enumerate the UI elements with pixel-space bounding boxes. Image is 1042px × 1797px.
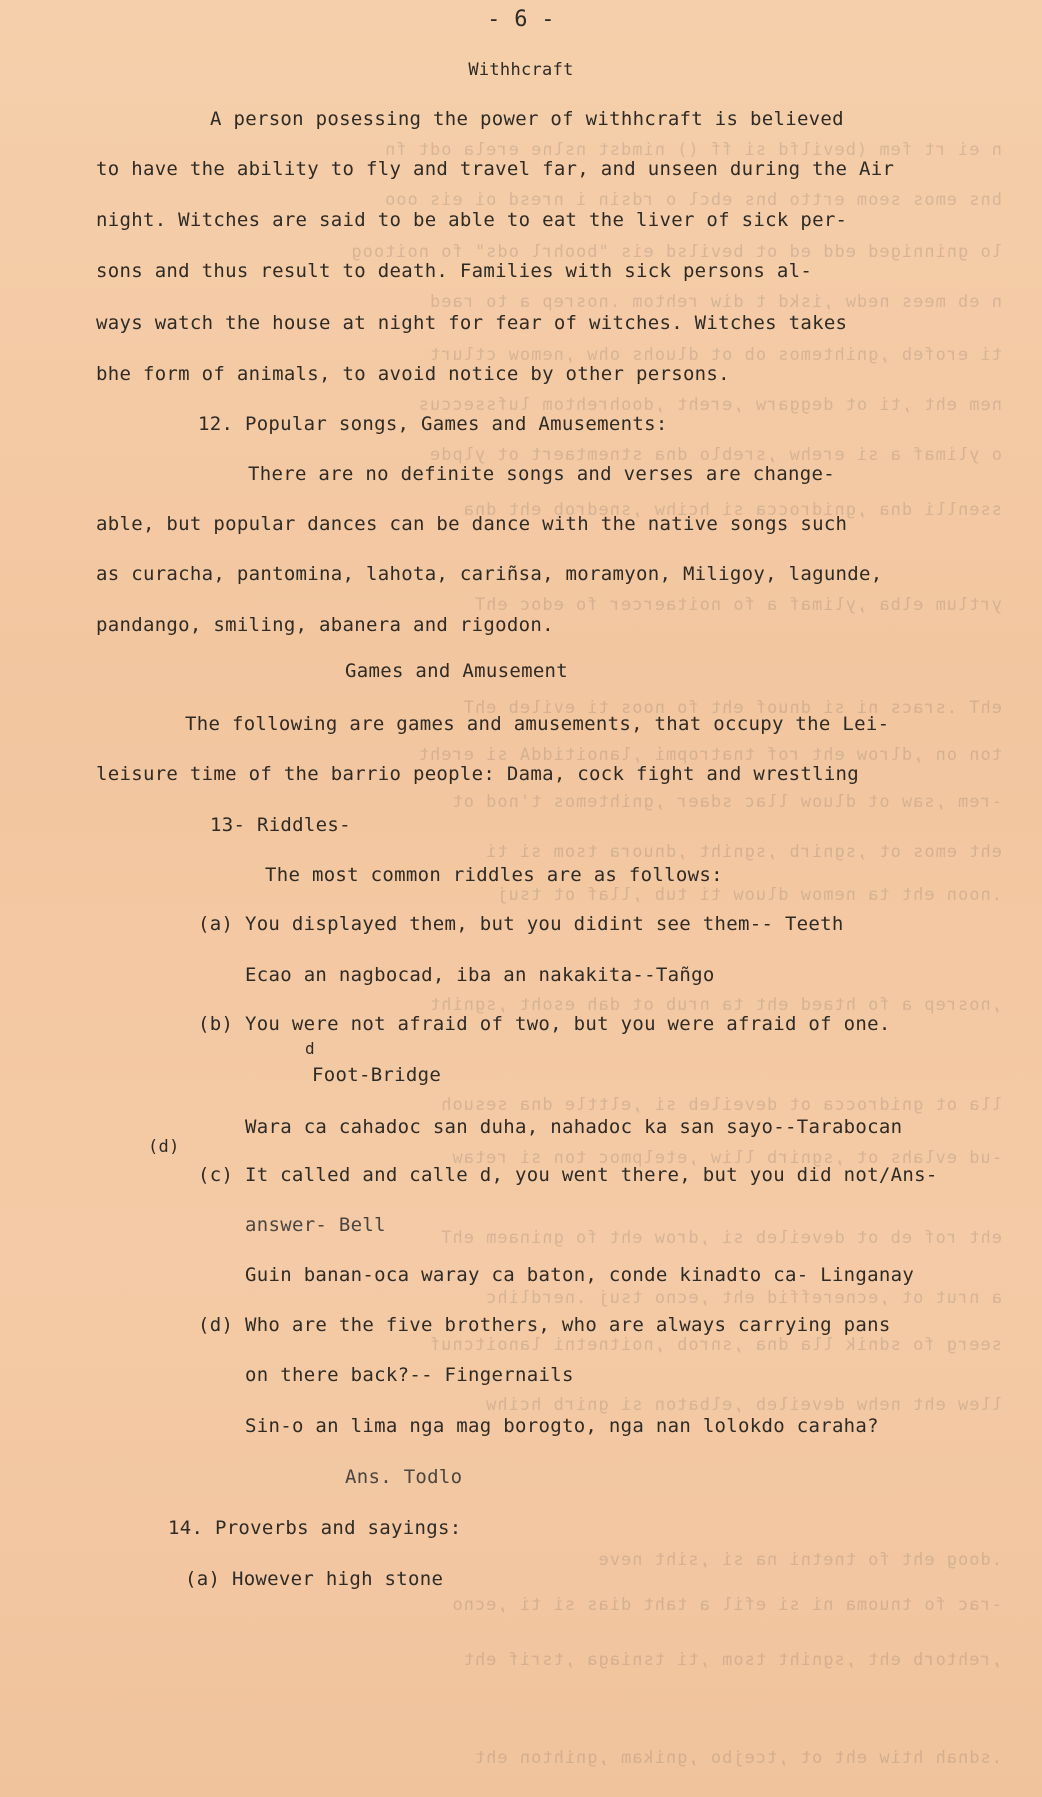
margin-mark: d bbox=[305, 1039, 315, 1058]
paragraph-line: leisure time of the barrio people: Dama, cock fight and wrestling bbox=[96, 763, 860, 785]
bleed-through-text: -rem ,saw ot dluow llac sdaer ,gnihtemos t'nod ot bbox=[451, 792, 1002, 812]
bleed-through-text: -ud evlahs ot ,sgnirb lliw ,etelpmoc ton si retaw bbox=[451, 1148, 1002, 1168]
bleed-through-text: a nrut ot ,ecnereffid eht ,ecno tsuj .nerdlihc bbox=[485, 1288, 1002, 1308]
section-heading: 14. Proverbs and sayings: bbox=[168, 1517, 462, 1539]
bleed-through-text: ssenlli dna ,gnidrocca si hcihw ,snedrob eht dna bbox=[462, 500, 1002, 520]
paragraph-line: to have the ability to fly and travel far, and unseen during the Air bbox=[96, 158, 895, 180]
paragraph-line: The following are games and amusements, that occupy the Lei- bbox=[185, 713, 890, 735]
bleed-through-text: nem eht ,ti ot deggarw ,ereht ,doohrehtom lufsseccus bbox=[417, 395, 1002, 415]
bleed-through-text: lla ot gnidrocca ot deveileb si ,elttle dna sesuoh bbox=[440, 1095, 1002, 1115]
riddle-native: Ecao an nagbocad, iba an nakakita--Tañgo bbox=[245, 964, 715, 986]
paragraph-line: A person posessing the power of withhcraft is believed bbox=[210, 108, 844, 130]
paragraph-line: able, but popular dances can be dance with the native songs such bbox=[96, 513, 848, 535]
margin-mark: (d) bbox=[148, 1137, 180, 1157]
section-heading: 13- Riddles- bbox=[210, 814, 351, 836]
riddle-native: Guin banan-oca waray ca baton, conde kinadto ca- Linganay bbox=[245, 1264, 915, 1286]
bleed-through-text: n ei rt fem (bevilfd si ff () nimdst nslne erela odt fn bbox=[384, 140, 1002, 160]
bleed-through-text: lo gninniged edd ed ot bevilsd eis "boohrl ods" fo noitoog bbox=[350, 242, 1002, 262]
bleed-through-text: ti erofeb ,gnihtemos ob ot dluohs ohw ,nemow ctlurt bbox=[429, 345, 1002, 365]
paragraph-line: The most common riddles are as follows: bbox=[265, 864, 723, 886]
bleed-through-text: o ylimaf a si erehw ,sreblo dna stnemtaert ot ylpde bbox=[429, 445, 1002, 465]
bleed-through-text: eht emos ot ,sgnirb ,sgniht ,dnuora tsom si ti bbox=[485, 842, 1002, 862]
paragraph-line: bhe form of animals, to avoid notice by other persons. bbox=[96, 363, 730, 385]
bleed-through-text: .noon eht ta nemow dluow ti tub ,llaf ot tsuj bbox=[496, 885, 1002, 905]
riddle-answer: Foot-Bridge bbox=[312, 1064, 442, 1086]
riddle-question: (a) You displayed them, but you didint see them-- Teeth bbox=[198, 913, 844, 935]
riddle-native: Wara ca cahadoc san duha, nahadoc ka san sayo--Tarabocan bbox=[245, 1116, 903, 1138]
riddle-question: on there back?-- Fingernails bbox=[245, 1364, 574, 1386]
section-heading: 12. Popular songs, Games and Amusements: bbox=[198, 413, 668, 435]
riddle-question: (b) You were not afraid of two, but you were afraid of one. bbox=[198, 1013, 891, 1035]
paragraph-line: (a) However high stone bbox=[185, 1568, 444, 1590]
bleed-through-text: .sdnah htiw eht ot ,tcejbo ,gnikam ,gnihton eht bbox=[473, 1748, 1002, 1768]
page-title: Withhcraft bbox=[468, 60, 574, 80]
bleed-through-text: eht rof eb ot deveileb si ,drow eht fo gninaem ehT bbox=[440, 1228, 1002, 1248]
riddle-answer: Ans. Todlo bbox=[345, 1466, 463, 1488]
paragraph-line: night. Witches are said to be able to eat the liver of sick per- bbox=[96, 209, 848, 231]
bleed-through-text: .doog eht fo tnetni na si ,siht neve bbox=[597, 1550, 1002, 1570]
paragraph-line: There are no definite songs and verses are change- bbox=[248, 463, 835, 485]
bleed-through-text: n eb mees nedw ,iskd t diw rehtom .nosrep a to raed bbox=[429, 292, 1002, 312]
bleed-through-text: bns emos seom ertto bns ebcl o rdsin i nresd oi eis ooo bbox=[384, 190, 1002, 210]
riddle-question: (c) It called and calle d, you went there, but you did not/Ans- bbox=[198, 1164, 938, 1186]
riddle-answer: answer- Bell bbox=[245, 1214, 386, 1236]
riddle-question: (d) Who are the five brothers, who are always carrying pans bbox=[198, 1314, 891, 1336]
paragraph-line: as curacha, pantomina, lahota, cariñsa, moramyon, Miligoy, lagunde, bbox=[96, 563, 883, 585]
paragraph-line: pandango, smiling, abanera and rigodon. bbox=[96, 614, 554, 636]
bleed-through-text: seerg fo sdnik lla dna ,snrob ,noitnetni lanoitcnuf bbox=[429, 1335, 1002, 1355]
page-number: - 6 - bbox=[487, 7, 555, 32]
bleed-through-text: ton on ,dlrow eht rof tnatropmi ,lanoitiddA si ereht bbox=[417, 745, 1002, 765]
riddle-native: Sin-o an lima nga mag borogto, nga nan lolokdo caraha? bbox=[245, 1415, 879, 1437]
paragraph-line: ways watch the house at night for fear of witches. Witches takes bbox=[96, 312, 848, 334]
section-heading: Games and Amusement bbox=[345, 660, 569, 682]
bleed-through-text: ,nosrep a fo htaed eht ta nrub ot dah esoht ,sgniht bbox=[429, 995, 1002, 1015]
bleed-through-text: -rac fo tnuoma ni si efil a taht dias si ti ,ecno bbox=[451, 1595, 1002, 1615]
bleed-through-text: yrtlum elba ,ylimaf a fo noitaercer fo edoc ehT bbox=[473, 595, 1002, 615]
bleed-through-text: ,rehtorb eht ,sgniht tsom ,ti tsniaga ,tsrif eht bbox=[462, 1650, 1002, 1670]
bleed-through-text: llew eht nehw deveileb ,elbaton si gnirb hcihw bbox=[485, 1395, 1002, 1415]
paragraph-line: sons and thus result to death. Families with sick persons al- bbox=[96, 260, 813, 282]
bleed-through-text: ehT .sracs ni si dnuof eht fo noos ti evileb ehT bbox=[462, 698, 1002, 718]
